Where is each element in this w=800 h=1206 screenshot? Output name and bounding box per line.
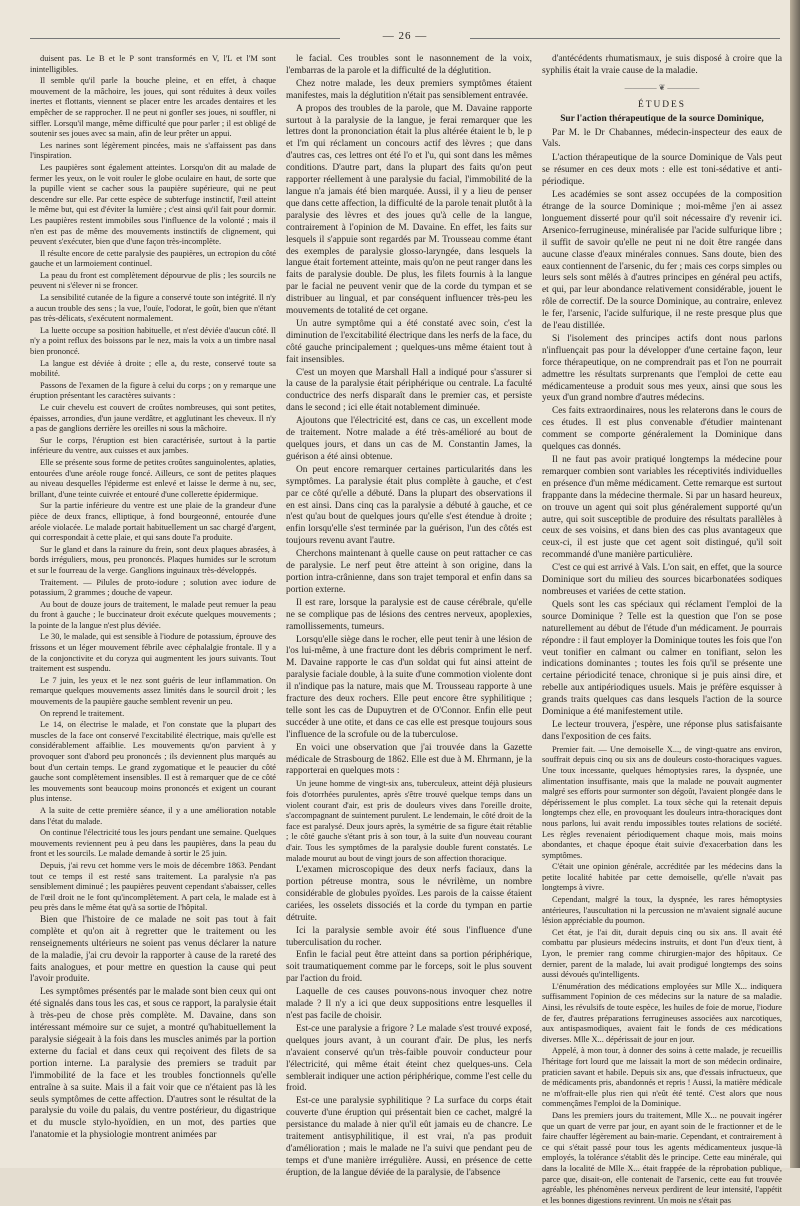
paragraph: Il résulte encore de cette paralysie des paupières, un ectropion du côté gauche et un larmoiement continuel. [30, 248, 276, 269]
column-middle [286, 54, 532, 1178]
paragraph: Appelé, à mon tour, à donner des soins à cette malade, je recueillis l'héritage fort lourd que me laissait la mort de son médecin ordinaire, praticien savant et habile. Depuis six ans, que d'essais infructueux, que de médicaments pris, abandonnés et repris ! Aussi, la matière médicale ne m'offrait-elle plus rien qui n'eût été tenté. C'est alors que nous commençâmes l'emploi de la Dominique. [542, 1046, 782, 1109]
paragraph: Depuis, j'ai revu cet homme vers le mois de décembre 1863. Pendant tout ce temps il est resté sans traitement. La paralysie n'a pas sensiblement diminué ; les paupières peuvent cependant s'abaisser, celles de l'œil droit ne le font qu'incomplètement. A part cela, le malade est à peu près dans le même état qu'à sa sortie de l'hôpital. [30, 860, 276, 913]
paragraph: Le cuir chevelu est couvert de croûtes nombreuses, qui sont petites, épaisses, arrondies, d'un jaune verdâtre, et agglutinant les cheveux. Il n'y a pas de ganglions derrière les oreilles ni sous la mâchoire. [30, 403, 276, 434]
paragraph: Si l'isolement des principes actifs dont nous parlons n'influençait pas pour la développer d'une certaine façon, leur force thérapeutique, on ne comprendrait pas et l'on ne pourrait admettre les résultats surprenants que l'emploi de cette eau médicamenteuse a produit sous mes yeux, ainsi que sous les yeux d'un grand nombre d'autres médecins. [542, 333, 782, 404]
paragraph: d'antécédents rhumatismaux, je suis disposé à croire que la syphilis était la vraie cause de la maladie. [542, 54, 782, 76]
paragraph: Cet état, je l'ai dit, durait depuis cinq ou six ans. Il avait été combattu par plusieurs médecins instruits, et dont l'un d'eux tient, à Lyon, le premier rang comme chirurgien-major des hôpitaux. Ce dernier, parent de la malade, lui avait prodigué longtemps des soins aussi dévoués qu'intelligents. [542, 927, 782, 980]
paragraph: Laquelle de ces causes pouvons-nous invoquer chez notre malade ? Il n'y a ici que deux suppositions entre lesquelles il n'est pas facile de choisir. [286, 987, 532, 1021]
paragraph: L'action thérapeutique de la source Dominique de Vals peut se résumer en ces deux mots : elle est toni-sédative et anti-périodique. [542, 153, 782, 188]
paragraph: Ces faits extraordinaires, nous les relaterons dans le cours de ces études. Il est plus convenable d'étudier maintenant comment se comporte généralement la Dominique dans quelques cas donnés. [542, 406, 782, 453]
paragraph: Premier fait. — Une demoiselle X..., de vingt-quatre ans environ, souffrait depuis cinq ou six ans de douleurs costo-thoraciques vagues. Une toux incessante, quelques hémoptysies rares, la dyspnée, une alimentation insuffisante, mais que la malade ne pouvait augmenter malgré ses efforts pour surmonter son dégoût, l'avaient plongée dans le dépérissement le plus complet. La toux sèche qui la retenait depuis longtemps chez elle, en provoquant les douleurs intra-thoraciques dont nous parlons, lui avait rendu impossibles toutes relations de société. Les règles revenaient périodiquement chaque mois, mais moins abondantes, et chaque époque était suivie d'exacerbation dans les symptômes. [542, 744, 782, 860]
paragraph: Dans les premiers jours du traitement, Mlle X... ne pouvait ingérer que un quart de verre par jour, en ayant soin de le fractionner et de le faire chauffer légèrement au bain-marie. Cependant, et contrairement à ce qui s'était passé pour tous les agents médicamenteux jusque-là employés, la tolérance s'établit dès le principe. Cette eau minérale, qui dans la localité de Mlle X... était frappée de la réprobation publique, parce que, disait-on, elle contenait de l'arsenic, cette eau fut trouvée agréable, les phénomènes nerveux perdirent de leur intensité, l'appétit et les bonnes digestions revinrent. Un mois ne s'était pas [542, 1110, 782, 1205]
article-title: ÉTUDES [638, 99, 686, 110]
paragraph: On reprend le traitement. [40, 708, 125, 718]
paragraph: C'est un moyen que Marshall Hall a indiqué pour s'assurer si la cause de la paralysie était périphérique ou centrale. La faculté conductrice des nerfs disparaît dans le premier cas, et persiste dans le second ; ici elle était notablement diminuée. [286, 367, 532, 414]
paragraph: Ajoutons que l'électricité est, dans ce cas, un excellent mode de traitement. Notre malade a été très-amélioré au bout de quelques jours, et dans un cas de M. Constantin James, la guérison a été ainsi obtenue. [286, 416, 532, 462]
column-right [542, 54, 782, 1205]
paragraph: La sensibilité cutanée de la figure a conservé toute son intégrité. Il n'y a aucun trouble des sens ; la vue, l'ouïe, l'odorat, le goût, bien que n'étant pas très-délicats, s'exécutent normalement. [30, 293, 276, 324]
paragraph: On continue l'électricité tous les jours pendant une semaine. Quelques mouvements reviennent peu à peu dans les paupières, dans la peau du front et les sourcils. Le malade demande à sortir le 25 juin. [30, 828, 276, 859]
article-body [542, 153, 782, 1206]
article-author: Par M. le Dr Chabannes, médecin-inspecteur des eaux de Vals. [542, 127, 782, 150]
paragraph: Ici la paralysie semble avoir été sous l'influence d'une tuberculisation du rocher. [286, 925, 532, 948]
paragraph: C'était une opinion générale, accréditée par les médecins dans la petite localité habitée par cette demoiselle, qu'elle n'avait pas longtemps à vivre. [542, 862, 782, 893]
paragraph: Le 14, on électrise le malade, et l'on constate que la plupart des muscles de la face ont conservé l'excitabilité électrique, mais qu'elle est considérablement affaiblie. Les mouvements qu'on parvient à y provoquer sont d'abord peu prononcés ; ils deviennent plus marqués au bout d'un certain temps. Le grand zygomatique et le peaucier du côté gauche sont complètement insensibles. Il est à remarquer que de ce côté les mouvements sont beaucoup moins prononcés et exigent un courant plus intense. [30, 720, 276, 804]
paragraph: duisent pas. Le B et le P sont transformés en V, l'L et l'M sont inintelligibles. [30, 54, 276, 74]
paragraph: Il semble qu'il parle la bouche pleine, et en effet, à chaque mouvement de la mâchoire, les joues, qui sont réduites à deux voiles inertes et flottants, viennent se placer entre les arcades dentaires et les empêcher de se rapprocher. Il ne peut ni gonfler ses joues, ni souffler, ni siffler. Lorsqu'il mange, même difficulté que pour parler ; il est obligé de soutenir ses joues avec sa main, afin de leur prêter un appui. [30, 76, 276, 139]
paragraph: Le 30, le malade, qui est sensible à l'iodure de potassium, éprouve des frissons et un léger mouvement fébrile avec céphalalgie frontale. Il y a de la conjonctivite et du coryza qui augmentent les jours suivants. Tout traitement est suspendu. [30, 632, 276, 674]
paragraph: Quels sont les cas spéciaux qui réclament l'emploi de la source Dominique ? Telle est la question que l'on se pose naturellement au début de l'étude d'un médicament. Je pourrais répondre : il faut employer la Dominique toutes les fois que l'on veut tonifier en calmant ou calmer en tonifiant, selon les indications dominantes ; toutes les fois qu'il se présente une certaine périodicité tenace, chronique si je puis ainsi dire, et rebelle aux antipériodiques usuels. Mais je préfère esquisser à grands traits quelques cas dans lesquels l'action de la source Dominique a été manifestement utile. [542, 599, 782, 718]
page-number: — 26 — [30, 30, 780, 46]
section-divider-ornament: ———— ❦ ———— [624, 82, 700, 92]
paragraph: Les narines sont légèrement pincées, mais ne s'affaissent pas dans l'inspiration. [30, 140, 276, 161]
paragraph: Est-ce une paralysie syphilitique ? La surface du corps était couverte d'une éruption qui présentait bien ce cachet, malgré la persistance du malade à nier qu'il eût jamais eu de chancre. Le traitement antisyphilitique, il est vrai, n'a pas produit d'amélioration ; mais le malade ne l'a suivi que pendant peu de temps et d'une manière irrégulière. Aussi, en présence de cette éruption, de la langue déviée de la paralysie, de l'absence [286, 1096, 532, 1178]
paragraph: Il est rare, lorsque la paralysie est de cause cérébrale, qu'elle ne se complique pas de lésions des centres nerveux, apoplexies, ramollissements, tumeurs. [286, 597, 532, 632]
paragraph: Au bout de douze jours de traitement, le malade peut remuer la peau du front à gauche ; le buccinateur droit exécute quelques mouvements ; la pointe de la langue n'est plus déviée. [30, 599, 276, 630]
paragraph: La luette occupe sa position habituelle, et n'est déviée d'aucun côté. Il n'y a point reflux des boissons par le nez, mais la voix a un timbre nasal bien prononcé. [30, 325, 276, 357]
column-left [30, 54, 276, 1154]
paragraph: Il ne faut pas avoir pratiqué longtemps la médecine pour remarquer combien sont variables les réceptivités individuelles en présence d'un même médicament. Cette remarque est surtout frappante dans la médecine thermale. Si par un hasard heureux, on trouve un agent qui soit plus généralement supporté qu'un autre, qui soit susceptible de produire des résultats parallèles à ceux de ses voisins, et dans bien des cas plus avantageux que ceux-ci, il est juste que cet agent soit distingué, qu'il soit recommandé d'une manière particulière. [542, 455, 782, 561]
column-right-intro [542, 54, 782, 78]
paragraph: Enfin le facial peut être atteint dans sa portion périphérique, soit traumatiquement comme par le forceps, soit le plus souvent par l'action du froid. [286, 950, 532, 985]
paragraph: Les paupières sont également atteintes. Lorsqu'on dit au malade de fermer les yeux, on le voit rouler le globe oculaire en haut, de sorte que la pupille vient se cacher sous la paupière supérieure, qui ne peut descendre sur elle. Par cette espèce de subterfuge instinctif, l'œil atteint le même but, qui est d'éviter la lumière ; c'est ainsi qu'il fait pour dormir. Les paupières restent immobiles sous l'influence de la volonté ; mais il n'en est pas de même des mouvements instinctifs de clignement, qui peuvent s'exécuter, bien que d'une façon très-incomplète. [30, 162, 276, 247]
paragraph: La peau du front est complètement dépourvue de plis ; les sourcils ne peuvent ni s'élever ni se froncer. [30, 270, 276, 291]
paragraph: Sur le gland et dans la rainure du frein, sont deux plaques abrasées, à bords irréguliers, mous, peu prononcés. Plaques humides sur le scrotum et sur le fourreau de la verge. Ganglions inguinaux très-développés. [30, 544, 276, 575]
paragraph: On peut encore remarquer certaines particularités dans les symptômes. La paralysie était plus complète à gauche, et c'est par ce côté qu'elle a débuté. Dans la plupart des observations il en est ainsi. Dans cinq cas la paralysie a débuté à gauche, et ce n'est qu'au bout de quelques jours qu'elle s'est étendue à droite ; enfin lorsqu'elle s'est terminée par la guérison, l'un des côtés est toujours revenu avant l'autre. [286, 464, 532, 547]
paragraph: Sur la partie inférieure du ventre est une plaie de la grandeur d'une pièce de deux francs, elliptique, à fond bourgeonné, entourée d'une aréole violacée. Le malade portait habituellement un sac chargé d'argent, qui correspondait à cette plaie, et qui sans doute l'a produite. [30, 501, 276, 543]
paragraph: Les académies se sont assez occupées de la composition étrange de la source Dominique ; moi-même j'en ai assez longuement disserté pour qu'il soit nécessaire d'y revenir ici. Arsenico-ferrugineuse, minéralisée par l'acide sulfurique libre ; il suffit de savoir qu'elle ne peut ni ne doit être rangée dans aucune classe d'eaux minérales connues. Sans doute, bien des eaux contiennent de l'arsenic, du fer ; mais ces corps simples ou leurs sels sont mêlés à d'autres principes en général peu actifs, et qui, par leur abondance relativement considérable, jouent le rôle de correctif. De la source Dominique, au contraire, enlevez le fer, l'arsenic, l'acide sulfurique, il ne reste presque plus que de l'eau distillée. [542, 190, 782, 332]
paragraph: Bien que l'histoire de ce malade ne soit pas tout à fait complète et qu'on ait à regretter que le traitement ou les renseignements ultérieurs ne soient pas venus déclarer la nature de la maladie, j'ai cru devoir la rapporter à cause de la rareté des faits analogues, et pour mettre en question la cause qui peut l'avoir produite. [30, 914, 276, 985]
paragraph: Les symptômes présentés par le malade sont bien ceux qui ont été signalés dans tous les cas, et sous ce rapport, la paralysie était à très-peu de chose près complète. M. Davaine, dans son intéressant mémoire sur ce sujet, a montré qu'habituellement la paralysie siégeait à la fois dans les muscles animés par la portion externe du facial et dans ceux qui reçoivent des filets de sa portion interne. La paralysie des premiers se traduit par l'immobilité de la face et les troubles fonctionnels qu'elle entraîne à sa suite. Mais il a fait voir que ce n'étaient pas là les seuls symptômes de cette affection. D'autres sont le résultat de la paralysie du voile du palais, du ventre postérieur, du digastrique et du muscle stylo-hyoïdien, en un mot, des parties que l'anatomie et la physiologie montrent animées par [30, 987, 276, 1141]
paragraph: Un autre symptôme qui a été constaté avec soin, c'est la diminution de l'excitabilité électrique dans les nerfs de la face, du côté gauche principalement ; quelques-uns même étaient tout à fait insensibles. [286, 318, 532, 365]
paragraph: Le 7 juin, les yeux et le nez sont guéris de leur inflammation. On remarque quelques mouvements assez limités dans le sourcil droit ; les mouvements de la paupière gauche semblent revenir un peu. [30, 675, 276, 707]
paragraph: C'est ce qui est arrivé à Vals. L'on sait, en effet, que la source Dominique sort du milieu des sources bicarbonatées sodiques nombreuses et variées de cette station. [542, 563, 782, 597]
paragraph: Elle se présente sous forme de petites croûtes sanguinolentes, aplaties, entourées d'une aréole rouge foncé. Ailleurs, ce sont de petites plaques au niveau desquelles l'épiderme est enlevé et laisse le derme à nu, sec, brillant, d'une teinte cuivrée et entouré d'une collerette épidermique. [30, 457, 276, 499]
paragraph: Le lecteur trouvera, j'espère, une réponse plus satisfaisante dans l'exposition de ces faits. [542, 719, 782, 742]
paragraph: Chez notre malade, les deux premiers symptômes étaient manifestes, mais la déglutition n'était pas sensiblement entravée. [286, 78, 532, 101]
paragraph: L'examen microscopique des deux nerfs faciaux, dans la portion pétreuse montra, sous le névrilème, un nombre considérable de globules pyoïdes. Les parois de la caisse étaient cariées, les osselets dissociés et la corde du tympan en partie détruite. [286, 865, 532, 923]
paragraph: Un jeune homme de vingt-six ans, tuberculeux, atteint déjà plusieurs fois d'otorrhées purulentes, après s'être trouvé quelque temps dans un violent courant d'air, est pris de douleurs vives dans l'oreille droite, s'accompagnant de suintement purulent. Le lendemain, le côté droit de la face est paralysé. Deux jours après, la symétrie de sa figure était rétablie ; le côté gauche s'étant pris à son tour, à la suite d'un nouveau courant d'air. Tous les symptômes de la paralysie double furent constatés. Le malade mourut au bout de vingt jours de son affection thoracique. [286, 779, 532, 863]
paragraph: Lorsqu'elle siège dans le rocher, elle peut tenir à une lésion de l'os lui-même, à une fracture dont les débris compriment le nerf. M. Davaine rapporte le cas d'un soldat qui fut ainsi atteint de paralysie faciale double, à la suite d'une commotion violente dont il n'indique pas la nature, mais que M. Trousseau rapporte à une fracture des deux rochers. Elle peut encore être syphilitique ; telle sont les cas de Dupuytren et de O'Connor. Enfin elle peut succéder à une otite, et dans ce cas elle est presque toujours sous l'influence de la scrofule ou de la tuberculose. [286, 634, 532, 740]
paragraph: La langue est déviée à droite ; elle a, du reste, conservé toute sa mobilité. [30, 358, 276, 379]
paragraph: En voici une observation que j'ai trouvée dans la Gazette médicale de Strasbourg de 1862. Elle est due à M. Ehrmann, je la rapporterai en quelques mots : [286, 742, 532, 777]
page-edge [790, 0, 800, 1168]
paragraph: Cherchons maintenant à quelle cause on peut rattacher ce cas de paralysie. Le nerf peut être atteint à son origine, dans la portion intra-crânienne, dans son trajet temporal et enfin dans sa portion externe. [286, 549, 532, 595]
paragraph: le facial. Ces troubles sont le nasonnement de la voix, l'embarras de la parole et la difficulté de la déglutition. [286, 54, 532, 76]
paragraph: Cependant, malgré la toux, la dyspnée, les rares hémoptysies antérieures, l'auscultation ni la percussion ne m'avaient signalé aucune lésion appréciable du poumon. [542, 895, 782, 926]
article-subtitle: Sur l'action thérapeutique de la source Dominique, [560, 113, 764, 124]
paragraph: Passons de l'examen de la figure à celui du corps ; on y remarque une éruption présentant les caractères suivants : [30, 380, 276, 401]
paragraph: L'énumération des médications employées sur Mlle X... indiquera suffisamment l'opinion de ces médecins sur la nature de sa maladie. Ainsi, les révulsifs de toute espèce, les huiles de foie de morue, l'iodure de fer, d'autres préparations ferrugineuses associées aux narcotiques, aux antispasmodiques, avaient fait le fonds de ces médications diverses. Mlle X... dépérissait de jour en jour. [542, 981, 782, 1044]
paragraph: A propos des troubles de la parole, que M. Davaine rapporte surtout à la paralysie de la langue, je ferai remarquer que les lettres dont la prononciation était la plus altérée étaient le b, le p et l'm qui réclament un concours actif des lèvres ; que dans d'autres cas, ces lettres ont été l'o et l'u, qui sont dans les mêmes conditions. D'autre part, dans la plupart des faits qu'on peut rapporter réellement à une paralysie du facial, l'immobilité de la langue n'a jamais été bien marquée. Aussi, il y a lieu de penser que dans cette affection, la difficulté de la parole tenait plutôt à la paralysie des lèvres et des joues qu'à celle de la langue, contrairement à l'opinion de M. Davaine. En effet, les faits sur lesquels il s'appuie sont regardés par M. Trousseau comme étant des exemples de paralysie glosso-laryngée, dans lesquels la langue était fortement atteinte, mais qu'on ne peut ranger dans les faits de paralysie double. De plus, les filets fournis à la langue par le facial ne peuvent venir que de la corde du tympan et se distribuer au lingual, et par conséquent influencer très-peu les mouvements de totalité de cet organe. [286, 103, 532, 317]
paragraph: Sur le corps, l'éruption est bien caractérisée, surtout à la partie inférieure du ventre, aux cuisses et aux jambes. [30, 435, 276, 456]
paragraph: A la suite de cette première séance, il y a une amélioration notable dans l'état du malade. [30, 805, 276, 826]
paragraph: Est-ce une paralysie a frigore ? Le malade s'est trouvé exposé, quelques jours avant, à un courant d'air. De plus, les nerfs n'avaient conservé qu'un très-faible pouvoir conducteur pour l'électricité, qui même était éteint chez quelques-uns. Cela semblerait indiquer une action périphérique, comme l'est celle du froid. [286, 1023, 532, 1094]
paragraph: Traitement. — Pilules de proto-iodure ; solution avec iodure de potassium, 2 grammes ; douche de vapeur. [30, 577, 276, 598]
